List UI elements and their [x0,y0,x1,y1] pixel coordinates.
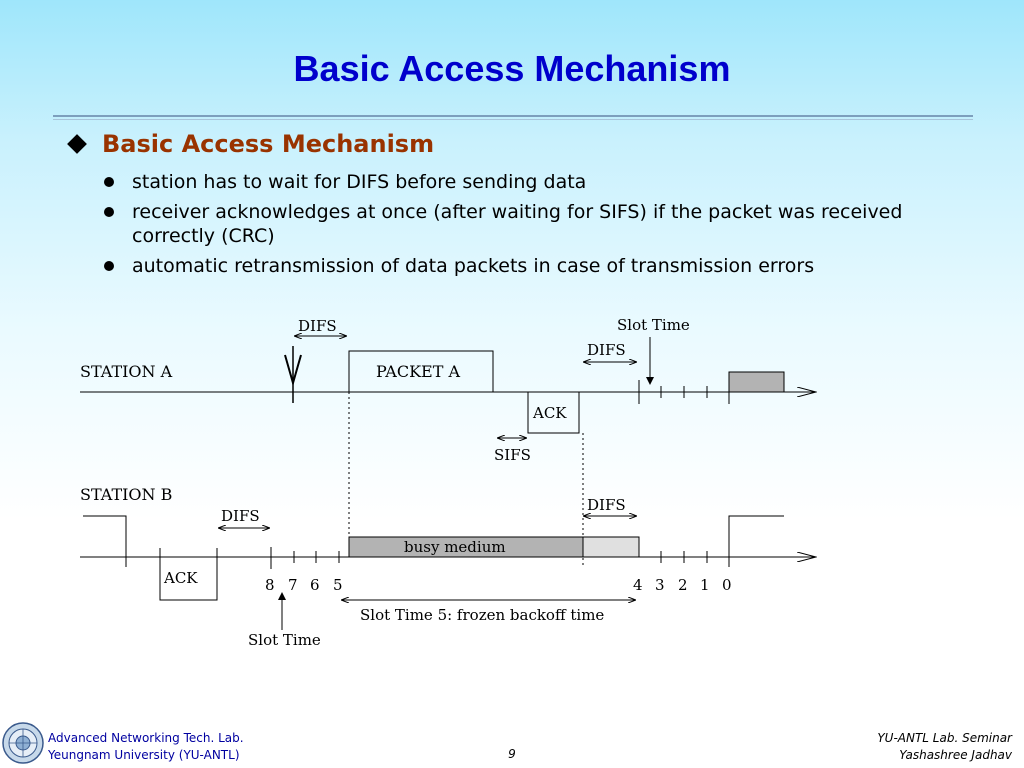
backoff-count-3: 3 [655,576,665,594]
slide-title: Basic Access Mechanism [293,48,731,89]
station-a-next-transmission [729,372,784,392]
difs-label-a2: DIFS [587,341,626,359]
bullet-item [104,200,964,248]
footer-presenter: Yashashree Jadhav [899,748,1012,762]
footer-seminar-info [877,730,1012,764]
backoff-count-7: 7 [288,576,298,594]
section-heading [64,130,434,158]
station-b-next-transmission [729,516,784,567]
busy-medium-label: busy medium [404,538,506,556]
page-number: 9 [508,747,516,761]
timing-diagram [0,300,1024,660]
footer-lab-name: Advanced Networking Tech. Lab. [48,731,244,745]
backoff-count-6: 6 [310,576,320,594]
backoff-count-2: 2 [678,576,688,594]
bullet-text: station has to wait for DIFS before sending data [132,171,587,193]
difs-label-b: DIFS [221,507,260,525]
backoff-count-4: 4 [633,576,643,594]
backoff-count-1: 1 [700,576,710,594]
bullet-dot-icon [104,261,114,271]
bullet-text: receiver acknowledges at once (after waiting for SIFS) if the packet was received correctly (CRC) [132,201,903,247]
title-divider-thin [53,119,973,120]
title-divider [53,115,973,117]
footer-seminar: YU-ANTL Lab. Seminar [877,731,1012,745]
bullet-item [104,170,964,194]
backoff-count-0: 0 [722,576,732,594]
station-a-label: STATION A [80,362,173,381]
slot-time-label-bottom: Slot Time [248,631,321,649]
packet-a-label: PACKET A [376,362,461,381]
bullet-list [104,170,964,284]
frozen-backoff-label: Slot Time 5: frozen backoff time [360,606,605,624]
bullet-dot-icon [104,207,114,217]
bullet-dot-icon [104,177,114,187]
bullet-text: automatic retransmission of data packets in case of transmission errors [132,255,815,277]
station-b-previous-transmission [83,516,126,567]
slot-time-label-top: Slot Time [617,316,690,334]
difs-label-a: DIFS [298,317,337,335]
backoff-count-5: 5 [333,576,343,594]
backoff-count-8: 8 [265,576,275,594]
station-b-label: STATION B [80,485,173,504]
difs-wait-bar [583,537,639,557]
section-heading-text: Basic Access Mechanism [102,130,435,158]
packet-arrival-arrow-icon [285,346,301,403]
bullet-item [104,254,964,278]
diamond-bullet-icon [67,134,87,154]
footer-university: Yeungnam University (YU-ANTL) [48,748,240,762]
difs-label-b2: DIFS [587,496,626,514]
ack-label-a: ACK [533,404,567,422]
sifs-label: SIFS [494,446,531,464]
ack-label-b: ACK [164,569,198,587]
